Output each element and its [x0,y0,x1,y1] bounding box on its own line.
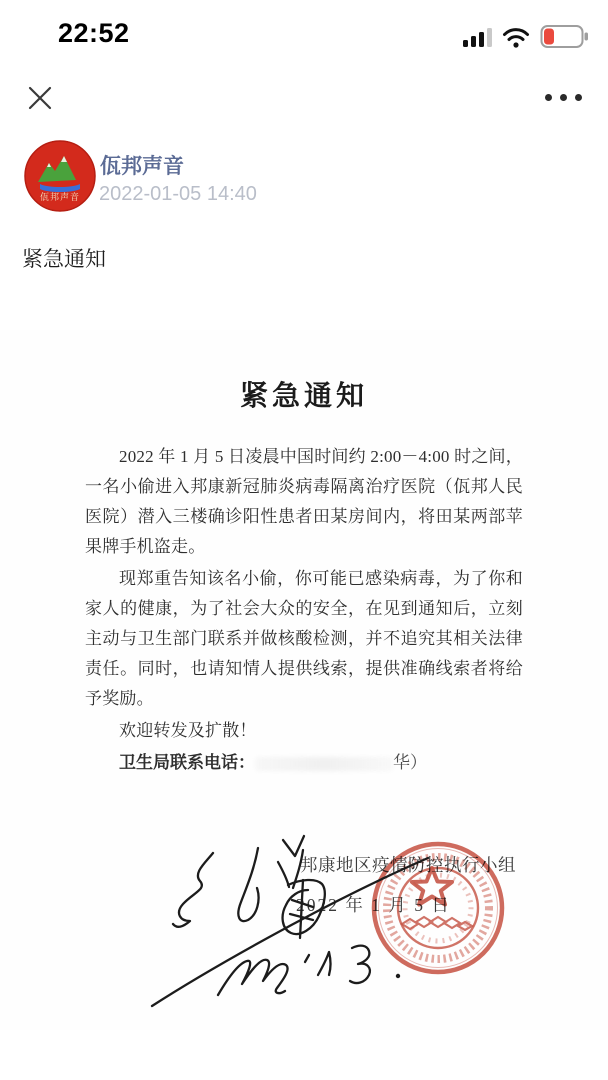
document-body [85,374,523,778]
redacted-phone-area [255,757,393,771]
dot-icon [575,94,582,101]
avatar-label: 佤邦声音 [39,192,81,202]
document-title: 紧急通知 [239,381,368,412]
doc-paragraph: 现郑重告知该名小偷，你可能已感染病毒，为了你和家人的健康，为了社会大众的安全，在见到通知后，立刻主动与卫生部门联系并做核酸检测，并不追究其相关法律责任。同时，也请知情人提供线索，提供准确线索者将给予奖励。 [85,569,523,708]
dot-icon [545,94,552,101]
post-message-text: 紧急通知 [22,248,106,271]
red-circle-green-mountains-logo-icon [24,140,96,212]
status-time: 22:52 [58,18,130,48]
signoff-date: 2022 年 1 月 5 日 [296,895,451,915]
author-name-link[interactable]: 佤邦声音 [100,155,184,178]
contact-phone-line [85,748,523,778]
doc-paragraph: 欢迎转发及扩散！ [119,721,257,740]
post-timestamp: 2022-01-05 14:40 [99,183,257,205]
contact-label: 卫生局联系电话： [119,753,255,772]
dot-icon [560,94,567,101]
wifi-icon [501,25,531,49]
close-icon [24,82,56,114]
battery-icon [540,24,590,50]
doc-paragraph: 2022 年 1 月 5 日凌晨中国时间约 2:00－4:00 时之间，一名小偷进入邦康新冠肺炎病毒隔离治疗医院（佤邦人民医院）潜入三楼确诊阳性患者田某房间内，将田某两部苹果牌手机盗走。 [85,447,523,556]
cellular-signal-icon [463,27,492,47]
notice-document-image[interactable] [0,330,608,1030]
more-options-button[interactable] [539,88,588,107]
status-icons [463,24,590,50]
contact-suffix: 华） [393,753,427,772]
close-button[interactable] [24,82,56,114]
handwritten-signature-icon [140,828,440,1018]
signoff-organization: 邦康地区疫情防控执行小组 [300,855,516,875]
avatar[interactable] [24,140,96,212]
